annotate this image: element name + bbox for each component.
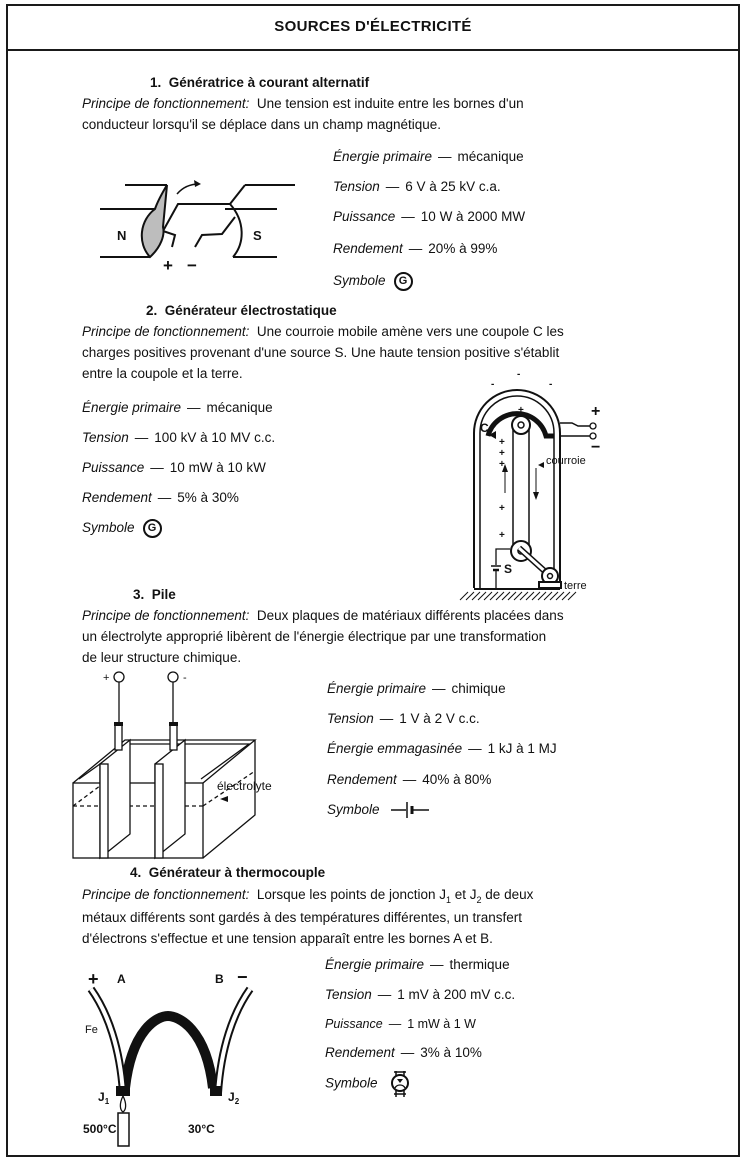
ground-label: terre [564,580,587,592]
svg-text:+: + [499,503,505,514]
spec-primary-energy: Énergie primaire — thermique [325,957,510,972]
generator-symbol-icon: G [394,272,413,291]
spec-symbol: Symbole [325,1071,411,1091]
spec-stored-energy: Énergie emmagasinée — 1 kJ à 1 MJ [327,741,557,756]
minus-terminal-label: − [237,967,248,987]
section-4-title: 4. Générateur à thermocouple [130,865,326,880]
battery-cell-diagram [70,668,310,860]
plus-terminal-label: + [88,969,99,989]
spec-efficiency: Rendement — 20% à 99% [333,241,498,256]
generator-symbol-icon: G [143,519,162,538]
section-1-principle: Principe de fonctionnement: Une tension est induite entre les bornes d'un conducteur lorsqu'il se déplace dans un champ magnétique. [82,96,524,132]
section-3-principle: Principe de fonctionnement: Deux plaques de matériaux différents placées dans un électrolyte approprié libèrent de l'énergie électrique par une transformation de leur structure chimique. [82,608,564,665]
spec-symbol: Symbole G [333,271,413,291]
south-pole-label: S [253,228,262,243]
negative-output-label: − [591,439,601,456]
spec-primary-energy: Énergie primaire — mécanique [82,400,273,415]
spec-symbol: Symbole G [82,518,162,538]
metal-fe-label: Fe [85,1024,98,1036]
electrolyte-label: électrolyte [217,779,272,793]
spec-primary-energy: Énergie primaire — chimique [327,681,506,696]
metal-pbte-label: PbTe [157,1012,183,1024]
section-1-title: 1. Génératrice à courant alternatif [150,75,370,90]
spec-power: Puissance — 10 mW à 10 kW [82,460,266,475]
thermocouple-symbol-icon [389,1071,411,1097]
section-2-principle: Principe de fonctionnement: Une courroie mobile amène vers une coupole C les charges positives provenant d'une source S. Une haute tension positive s'établit entre la coupole et la terre. [82,324,564,381]
spec-primary-energy: Énergie primaire — mécanique [333,149,524,164]
terminal-a-label: A [117,972,126,986]
thermocouple-diagram [80,958,280,1158]
terminal-b-label: B [215,972,224,986]
svg-text:+: + [499,530,505,541]
battery-symbol-icon [391,802,429,818]
dome-label: C [480,421,489,435]
junction-2-label: $J_2$ [228,1090,240,1106]
positive-output-label: + [591,403,601,420]
negative-terminal-label: - [183,672,187,684]
source-label: S [504,562,513,576]
svg-text:+: + [499,448,505,459]
section-3-title: 3. Pile [133,587,176,602]
principle-label: Principe de fonctionnement: [82,608,250,623]
north-pole-label: N [117,228,127,243]
spec-efficiency: Rendement — 5% à 30% [82,490,239,505]
spec-efficiency: Rendement — 40% à 80% [327,772,492,787]
cold-temperature-label: 30°C [188,1122,215,1136]
svg-text:+: + [518,405,524,416]
svg-text:+: + [499,437,505,448]
spec-voltage: Tension — 1 V à 2 V c.c. [327,711,480,726]
spec-voltage: Tension — 6 V à 25 kV c.a. [333,179,501,194]
spec-symbol: Symbole [327,800,429,820]
spec-power: Puissance — 10 W à 2000 MW [333,209,526,224]
minus-terminal-label: − [187,256,197,275]
ac-generator-diagram [95,165,305,280]
plus-terminal-label: + [163,256,173,275]
spec-efficiency: Rendement — 3% à 10% [325,1045,482,1060]
principle-label: Principe de fonctionnement: [82,324,250,339]
svg-text:-: - [517,369,521,380]
hot-temperature-label: 500°C [83,1122,117,1136]
spec-voltage: Tension — 1 mV à 200 mV c.c. [325,987,516,1002]
section-4-principle: Principe de fonctionnement: Lorsque les points de jonction $J_1$ et $J_2$ de deux métaux différents sont gardés à des températures différentes, un transfert d'électrons s'effectue et une tension apparaît entre les bornes A et B. [82,887,534,946]
junction-1-label: $J_1$ [98,1090,110,1106]
spec-voltage: Tension — 100 kV à 10 MV c.c. [82,430,276,445]
page-title: SOURCES D'ÉLECTRICITÉ [274,18,472,35]
svg-text:-: - [491,379,495,390]
electrostatic-generator-diagram [460,368,620,603]
svg-text:+: + [499,459,505,470]
spec-power: Puissance — 1 mW à 1 W [325,1017,476,1031]
positive-terminal-label: + [103,672,110,684]
principle-label: Principe de fonctionnement: [82,96,250,111]
principle-label: Principe de fonctionnement: [82,887,250,902]
section-2-title: 2. Générateur électrostatique [146,303,337,318]
svg-text:-: - [549,379,553,390]
belt-label: courroie [546,455,586,467]
